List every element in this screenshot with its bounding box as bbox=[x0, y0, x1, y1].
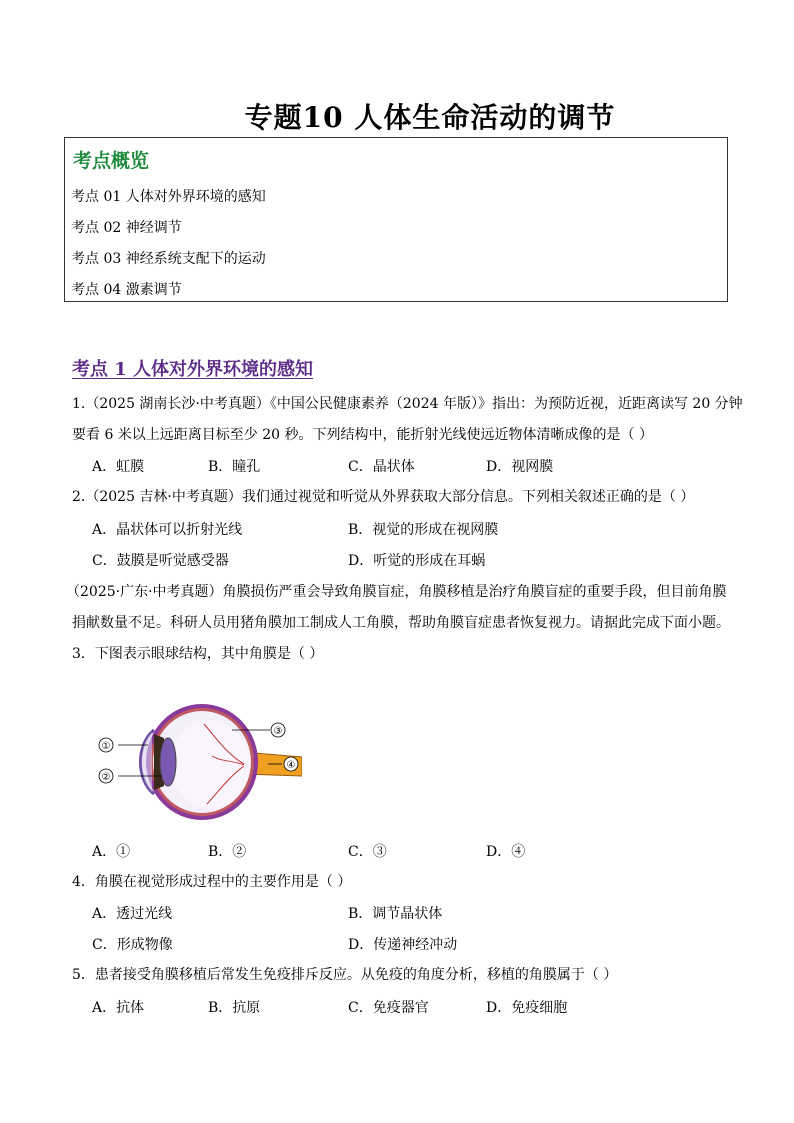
passage-line1: （2025·广东·中考真题）角膜损伤严重会导致角膜盲症，角膜移植是治疗角膜盲症的重要手段，但目前角膜 bbox=[66, 584, 727, 600]
q5-stem: 5．患者接受角膜移植后常发生免疫排斥反应。从免疫的角度分析，移植的角膜属于（ ） bbox=[72, 967, 618, 983]
overview-item-1: 考点 01 人体对外界环境的感知 bbox=[71, 189, 266, 205]
q5-option-c[interactable]: C．免疫器官 bbox=[348, 1000, 429, 1016]
page-title: 专题10 人体生命活动的调节 bbox=[244, 101, 616, 134]
q4-option-a[interactable]: A．透过光线 bbox=[92, 906, 173, 922]
figure-label-4: ④ bbox=[286, 760, 296, 771]
q1-option-b[interactable]: B．瞳孔 bbox=[208, 459, 261, 475]
q4-stem: 4．角膜在视觉形成过程中的主要作用是（ ） bbox=[72, 874, 352, 890]
overview-box bbox=[64, 137, 728, 302]
q5-option-b[interactable]: B．抗原 bbox=[208, 1000, 261, 1016]
q3-option-c[interactable]: C．③ bbox=[348, 844, 387, 860]
passage-line2: 捐献数量不足。科研人员用猪角膜加工制成人工角膜，帮助角膜盲症患者恢复视力。请据此完成下面小题。 bbox=[72, 615, 730, 631]
overview-heading: 考点概览 bbox=[73, 150, 150, 172]
q3-option-b[interactable]: B．② bbox=[208, 844, 247, 860]
q1-stem-line2: 要看 6 米以上远距离目标至少 20 秒。下列结构中，能折射光线使远近物体清晰成像的是（ ） bbox=[72, 427, 653, 443]
figure-label-1: ① bbox=[101, 741, 111, 752]
q5-option-d[interactable]: D．免疫细胞 bbox=[486, 1000, 568, 1016]
q1-option-c[interactable]: C．晶状体 bbox=[348, 459, 415, 475]
q4-option-d[interactable]: D．传递神经冲动 bbox=[348, 937, 458, 953]
q4-option-b[interactable]: B．调节晶状体 bbox=[348, 906, 443, 922]
overview-item-4: 考点 04 激素调节 bbox=[71, 282, 182, 298]
q3-option-d[interactable]: D．④ bbox=[486, 844, 526, 860]
overview-item-3: 考点 03 神经系统支配下的运动 bbox=[71, 251, 266, 267]
figure-label-2: ② bbox=[101, 772, 111, 783]
overview-item-2: 考点 02 神经调节 bbox=[71, 220, 182, 236]
section-heading-1: 考点 1 人体对外界环境的感知 bbox=[72, 359, 314, 380]
figure-label-3: ③ bbox=[273, 726, 283, 737]
q1-option-d[interactable]: D．视网膜 bbox=[486, 459, 554, 475]
q1-stem-line1: 1.（2025 湖南长沙·中考真题）《中国公民健康素养（2024 年版）》指出：为预防近视，近距离读写 20 分钟 bbox=[72, 396, 743, 412]
q3-stem: 3．下图表示眼球结构，其中角膜是（ ） bbox=[72, 646, 324, 662]
eyeball-diagram bbox=[92, 694, 302, 824]
q2-option-d[interactable]: D．听觉的形成在耳蜗 bbox=[348, 553, 486, 569]
q4-option-c[interactable]: C．形成物像 bbox=[92, 937, 173, 953]
q2-stem: 2.（2025 吉林·中考真题）我们通过视觉和听觉从外界获取大部分信息。下列相关叙述正确的是（ ） bbox=[72, 489, 695, 505]
q2-option-c[interactable]: C．鼓膜是听觉感受器 bbox=[92, 553, 229, 569]
q2-option-b[interactable]: B．视觉的形成在视网膜 bbox=[348, 522, 499, 538]
q1-option-a[interactable]: A．虹膜 bbox=[92, 459, 145, 475]
q3-option-a[interactable]: A．① bbox=[92, 844, 131, 860]
q5-option-a[interactable]: A．抗体 bbox=[92, 1000, 145, 1016]
q2-option-a[interactable]: A．晶状体可以折射光线 bbox=[92, 522, 243, 538]
